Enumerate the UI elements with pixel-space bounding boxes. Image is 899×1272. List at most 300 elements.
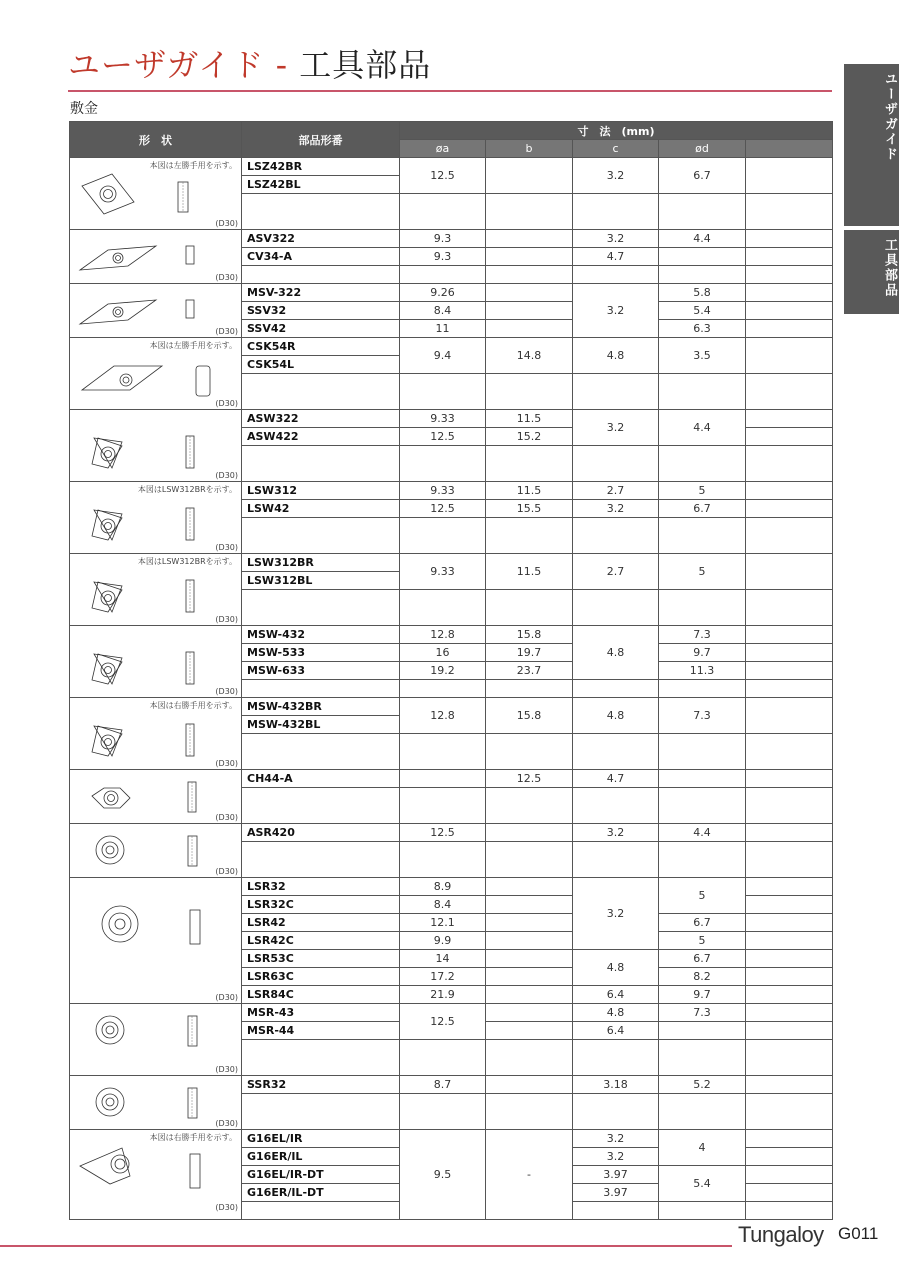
- table-row: [70, 158, 833, 176]
- dimension-cell: 4: [659, 1130, 746, 1166]
- dimension-cell: [746, 1094, 833, 1130]
- dimension-cell: [746, 302, 833, 320]
- dimension-cell: [746, 446, 833, 482]
- dimension-cell: 6.7: [659, 158, 746, 194]
- page-number: G011: [838, 1224, 879, 1243]
- col-extra-header: [746, 140, 833, 158]
- dimension-cell: [659, 1040, 746, 1076]
- dimension-cell: 16: [400, 644, 486, 662]
- dimension-cell: [486, 302, 573, 320]
- dimension-cell: 11.5: [486, 482, 573, 500]
- figure-d30-label: (D30): [215, 813, 238, 822]
- dimension-cell: 9.26: [400, 284, 486, 302]
- dimension-cell: [573, 1040, 659, 1076]
- col-b-header: b: [486, 140, 573, 158]
- dimension-cell: [659, 248, 746, 266]
- dimension-cell: [573, 680, 659, 698]
- dimension-cell: [746, 770, 833, 788]
- part-number-cell: LSR32: [242, 878, 400, 896]
- shape-figure: [70, 824, 242, 878]
- table-row: [70, 770, 833, 788]
- insert-shape-diagram: [78, 488, 228, 546]
- dimension-cell: 12.5: [400, 500, 486, 518]
- shape-figure: [70, 230, 242, 284]
- dimension-cell: [573, 194, 659, 230]
- dimension-cell: [659, 770, 746, 788]
- dimension-cell: [486, 374, 573, 410]
- part-number-cell: LSW42: [242, 500, 400, 518]
- part-number-cell: MSR-44: [242, 1022, 400, 1040]
- figure-note: 本図は右勝手用を示す。: [149, 701, 237, 710]
- part-number-cell: CSK54R: [242, 338, 400, 356]
- dimension-cell: 9.7: [659, 644, 746, 662]
- dimension-cell: [486, 896, 573, 914]
- part-number-cell: MSV-322: [242, 284, 400, 302]
- shape-figure: [70, 482, 242, 554]
- dimension-cell: 3.2: [573, 878, 659, 950]
- shape-figure: [70, 338, 242, 410]
- dimension-cell: [659, 842, 746, 878]
- dimension-cell: 3.2: [573, 158, 659, 194]
- dimension-cell: [746, 1040, 833, 1076]
- insert-shape-diagram: [78, 416, 228, 474]
- dimension-cell: [746, 158, 833, 194]
- dimension-cell: 3.2: [573, 230, 659, 248]
- part-number-cell: MSW-432: [242, 626, 400, 644]
- part-number-cell: [242, 1202, 400, 1220]
- dimension-cell: 3.18: [573, 1076, 659, 1094]
- figure-note: 本図は左勝手用を示す。: [149, 341, 237, 350]
- insert-shape-diagram: [78, 344, 228, 402]
- dimension-cell: [486, 1004, 573, 1022]
- figure-note: 本図は右勝手用を示す。: [149, 1133, 237, 1142]
- dimension-cell: 8.4: [400, 302, 486, 320]
- part-number-cell: SSV32: [242, 302, 400, 320]
- dimension-cell: [486, 518, 573, 554]
- dimension-cell: [400, 374, 486, 410]
- dimension-cell: [746, 1184, 833, 1202]
- shape-figure: [70, 284, 242, 338]
- dimension-cell: [486, 266, 573, 284]
- side-tab-tool-parts[interactable]: 工具部品: [844, 230, 899, 314]
- dimension-cell: [659, 1094, 746, 1130]
- dimension-cell: [746, 734, 833, 770]
- dimension-cell: [746, 842, 833, 878]
- dimension-cell: [400, 788, 486, 824]
- shape-figure: [70, 626, 242, 698]
- dimension-cell: 3.97: [573, 1166, 659, 1184]
- dimension-cell: 9.33: [400, 410, 486, 428]
- part-number-cell: [242, 590, 400, 626]
- dimension-cell: 5.8: [659, 284, 746, 302]
- table-row: [70, 554, 833, 572]
- dimension-cell: [746, 518, 833, 554]
- dimension-cell: [400, 446, 486, 482]
- dimension-cell: [659, 734, 746, 770]
- dimension-cell: [746, 374, 833, 410]
- dimension-cell: [486, 734, 573, 770]
- part-number-cell: G16ER/IL-DT: [242, 1184, 400, 1202]
- part-number-cell: [242, 374, 400, 410]
- part-number-cell: LSR84C: [242, 986, 400, 1004]
- dimension-cell: [486, 284, 573, 302]
- table-row: [70, 878, 833, 896]
- dimension-cell: [400, 842, 486, 878]
- table-row: [70, 1130, 833, 1148]
- table-row: [70, 626, 833, 644]
- dimension-cell: 15.8: [486, 626, 573, 644]
- dimension-cell: [573, 266, 659, 284]
- dimension-cell: 8.4: [400, 896, 486, 914]
- dimension-cell: [746, 500, 833, 518]
- dimension-cell: 5.4: [659, 302, 746, 320]
- dimension-cell: [746, 284, 833, 302]
- col-part-header: 部品形番: [242, 122, 400, 158]
- dimension-cell: [746, 428, 833, 446]
- dimension-cell: 3.5: [659, 338, 746, 374]
- dimension-cell: 17.2: [400, 968, 486, 986]
- dimension-cell: [573, 788, 659, 824]
- dimension-cell: [746, 1076, 833, 1094]
- figure-note: 本図はLSW312BRを示す。: [137, 485, 237, 494]
- dimension-cell: 14: [400, 950, 486, 968]
- insert-shape-diagram: [78, 236, 228, 276]
- part-number-cell: ASW322: [242, 410, 400, 428]
- dimension-cell: 9.3: [400, 248, 486, 266]
- figure-note: 本図は左勝手用を示す。: [149, 161, 237, 170]
- dimension-cell: [400, 518, 486, 554]
- dimension-cell: 4.7: [573, 770, 659, 788]
- dimension-cell: 19.7: [486, 644, 573, 662]
- dimension-cell: [746, 824, 833, 842]
- dimension-cell: [486, 194, 573, 230]
- dimension-cell: [659, 1202, 746, 1220]
- figure-d30-label: (D30): [215, 327, 238, 336]
- dimension-cell: 6.3: [659, 320, 746, 338]
- dimension-cell: [400, 770, 486, 788]
- dimension-cell: 4.8: [573, 626, 659, 680]
- dimension-cell: 5: [659, 878, 746, 914]
- dimension-cell: [659, 266, 746, 284]
- col-dims-header: 寸 法 (mm): [400, 122, 833, 140]
- dimension-cell: [486, 320, 573, 338]
- dimension-cell: [486, 914, 573, 932]
- part-number-cell: [242, 842, 400, 878]
- dimension-cell: [746, 1202, 833, 1220]
- dimension-cell: 4.4: [659, 230, 746, 248]
- dimension-cell: [746, 626, 833, 644]
- dimension-cell: [746, 644, 833, 662]
- dimension-cell: [746, 680, 833, 698]
- dimension-cell: [400, 734, 486, 770]
- part-number-cell: ASR420: [242, 824, 400, 842]
- part-number-cell: MSW-533: [242, 644, 400, 662]
- dimension-cell: 11: [400, 320, 486, 338]
- part-number-cell: LSW312: [242, 482, 400, 500]
- dimension-cell: [746, 788, 833, 824]
- figure-d30-label: (D30): [215, 759, 238, 768]
- table-row: [70, 230, 833, 248]
- dimension-cell: 3.2: [573, 1148, 659, 1166]
- dimension-cell: [746, 1130, 833, 1148]
- col-shape-header: 形 状: [70, 122, 242, 158]
- brand-logo: Tungaloy: [738, 1222, 824, 1247]
- shape-figure: [70, 1130, 242, 1220]
- col-c-header: c: [573, 140, 659, 158]
- part-number-cell: CV34-A: [242, 248, 400, 266]
- dimension-cell: 23.7: [486, 662, 573, 680]
- part-number-cell: LSR32C: [242, 896, 400, 914]
- dimension-cell: 6.4: [573, 986, 659, 1004]
- dimension-cell: [486, 680, 573, 698]
- figure-d30-label: (D30): [215, 219, 238, 228]
- figure-d30-label: (D30): [215, 399, 238, 408]
- dimension-cell: [486, 932, 573, 950]
- dimension-cell: 9.7: [659, 986, 746, 1004]
- part-number-cell: MSW-432BL: [242, 716, 400, 734]
- dimension-cell: 7.3: [659, 1004, 746, 1022]
- part-number-cell: [242, 194, 400, 230]
- insert-shape-diagram: [78, 290, 228, 330]
- dimension-cell: [486, 986, 573, 1004]
- dimension-cell: [659, 518, 746, 554]
- dimension-cell: 8.2: [659, 968, 746, 986]
- parts-table: [69, 121, 833, 1220]
- dimension-cell: 9.33: [400, 554, 486, 590]
- part-number-cell: LSR42C: [242, 932, 400, 950]
- page-title: ユーザガイド - 工具部品: [68, 46, 432, 84]
- part-number-cell: [242, 1040, 400, 1076]
- dimension-cell: 9.3: [400, 230, 486, 248]
- part-number-cell: CSK54L: [242, 356, 400, 374]
- dimension-cell: 4.4: [659, 824, 746, 842]
- dimension-cell: [486, 968, 573, 986]
- dimension-cell: [400, 1040, 486, 1076]
- dimension-cell: [573, 446, 659, 482]
- dimension-cell: [486, 824, 573, 842]
- dimension-cell: [486, 842, 573, 878]
- dimension-cell: 3.2: [573, 500, 659, 518]
- dimension-cell: 15.2: [486, 428, 573, 446]
- dimension-cell: 9.33: [400, 482, 486, 500]
- part-number-cell: LSR53C: [242, 950, 400, 968]
- part-number-cell: ASV322: [242, 230, 400, 248]
- dimension-cell: 5: [659, 932, 746, 950]
- dimension-cell: [746, 338, 833, 374]
- figure-d30-label: (D30): [215, 471, 238, 480]
- dimension-cell: 6.4: [573, 1022, 659, 1040]
- side-tab-user-guide[interactable]: ユーザガイド: [844, 64, 899, 226]
- dimension-cell: [573, 590, 659, 626]
- table-row: [70, 824, 833, 842]
- dimension-cell: [486, 158, 573, 194]
- dimension-cell: 4.8: [573, 1004, 659, 1022]
- dimension-cell: 6.7: [659, 950, 746, 968]
- dimension-cell: [659, 590, 746, 626]
- part-number-cell: [242, 1094, 400, 1130]
- dimension-cell: [746, 482, 833, 500]
- dimension-cell: [746, 320, 833, 338]
- part-number-cell: LSW312BL: [242, 572, 400, 590]
- dimension-cell: 6.7: [659, 914, 746, 932]
- dimension-cell: 12.5: [400, 158, 486, 194]
- dimension-cell: 7.3: [659, 698, 746, 734]
- dimension-cell: [400, 1094, 486, 1130]
- dimension-cell: [486, 1022, 573, 1040]
- dimension-cell: 9.4: [400, 338, 486, 374]
- dimension-cell: 2.7: [573, 482, 659, 500]
- part-number-cell: LSR42: [242, 914, 400, 932]
- dimension-cell: 4.8: [573, 698, 659, 734]
- dimension-cell: [746, 968, 833, 986]
- dimension-cell: [746, 950, 833, 968]
- dimension-cell: -: [486, 1130, 573, 1220]
- dimension-cell: [573, 374, 659, 410]
- dimension-cell: [746, 932, 833, 950]
- dimension-cell: 5: [659, 554, 746, 590]
- dimension-cell: [573, 1094, 659, 1130]
- dimension-cell: [659, 788, 746, 824]
- figure-d30-label: (D30): [215, 687, 238, 696]
- dimension-cell: 12.8: [400, 626, 486, 644]
- dimension-cell: 5: [659, 482, 746, 500]
- dimension-cell: 11.5: [486, 410, 573, 428]
- part-number-cell: G16ER/IL: [242, 1148, 400, 1166]
- part-number-cell: [242, 518, 400, 554]
- dimension-cell: 8.7: [400, 1076, 486, 1094]
- insert-shape-diagram: [78, 830, 228, 870]
- shape-figure: [70, 1004, 242, 1076]
- part-number-cell: G16EL/IR: [242, 1130, 400, 1148]
- shape-figure: [70, 698, 242, 770]
- figure-note: 本図はLSW312BRを示す。: [137, 557, 237, 566]
- dimension-cell: 8.9: [400, 878, 486, 896]
- part-number-cell: G16EL/IR-DT: [242, 1166, 400, 1184]
- dimension-cell: 9.9: [400, 932, 486, 950]
- figure-d30-label: (D30): [215, 615, 238, 624]
- dimension-cell: [746, 554, 833, 590]
- dimension-cell: [746, 914, 833, 932]
- dimension-cell: 3.97: [573, 1184, 659, 1202]
- dimension-cell: 3.2: [573, 410, 659, 446]
- part-number-cell: [242, 266, 400, 284]
- dimension-cell: [486, 248, 573, 266]
- insert-shape-diagram: [78, 1082, 228, 1122]
- table-row: [70, 410, 833, 428]
- table-row: [70, 1076, 833, 1094]
- section-heading: 敷金: [70, 101, 98, 117]
- dimension-cell: [573, 518, 659, 554]
- dimension-cell: [400, 194, 486, 230]
- insert-shape-diagram: [78, 1010, 228, 1068]
- dimension-cell: [486, 1040, 573, 1076]
- figure-d30-label: (D30): [215, 993, 238, 1002]
- figure-d30-label: (D30): [215, 1065, 238, 1074]
- dimension-cell: 4.4: [659, 410, 746, 446]
- table-row: [70, 698, 833, 716]
- insert-shape-diagram: [78, 704, 228, 762]
- col-d-header: ød: [659, 140, 746, 158]
- shape-figure: [70, 878, 242, 1004]
- dimension-cell: 12.5: [486, 770, 573, 788]
- dimension-cell: [573, 1202, 659, 1220]
- dimension-cell: [400, 590, 486, 626]
- part-number-cell: MSR-43: [242, 1004, 400, 1022]
- dimension-cell: 14.8: [486, 338, 573, 374]
- dimension-cell: [746, 896, 833, 914]
- title-rule: [68, 90, 832, 92]
- dimension-cell: 12.1: [400, 914, 486, 932]
- dimension-cell: 15.8: [486, 698, 573, 734]
- dimension-cell: 12.5: [400, 1004, 486, 1040]
- figure-d30-label: (D30): [215, 867, 238, 876]
- dimension-cell: [486, 1076, 573, 1094]
- insert-shape-diagram: [78, 632, 228, 690]
- dimension-cell: [746, 266, 833, 284]
- part-number-cell: [242, 788, 400, 824]
- part-number-cell: [242, 734, 400, 770]
- dimension-cell: [400, 266, 486, 284]
- dimension-cell: 15.5: [486, 500, 573, 518]
- shape-figure: [70, 770, 242, 824]
- insert-shape-diagram: [78, 884, 228, 996]
- dimension-cell: 19.2: [400, 662, 486, 680]
- dimension-cell: 6.7: [659, 500, 746, 518]
- insert-shape-diagram: [78, 776, 228, 816]
- table-row: [70, 1004, 833, 1022]
- part-number-cell: ASW422: [242, 428, 400, 446]
- part-number-cell: LSZ42BL: [242, 176, 400, 194]
- dimension-cell: [400, 680, 486, 698]
- dimension-cell: 7.3: [659, 626, 746, 644]
- dimension-cell: 4.8: [573, 950, 659, 986]
- dimension-cell: 3.2: [573, 824, 659, 842]
- dimension-cell: [746, 590, 833, 626]
- dimension-cell: [486, 1094, 573, 1130]
- dimension-cell: [746, 1022, 833, 1040]
- dimension-cell: 12.5: [400, 428, 486, 446]
- dimension-cell: [746, 1004, 833, 1022]
- dimension-cell: [659, 1022, 746, 1040]
- figure-d30-label: (D30): [215, 1203, 238, 1212]
- insert-shape-diagram: [78, 164, 228, 222]
- dimension-cell: 3.2: [573, 284, 659, 338]
- part-number-cell: LSR63C: [242, 968, 400, 986]
- footer-rule: [0, 1245, 732, 1247]
- dimension-cell: [659, 374, 746, 410]
- dimension-cell: 3.2: [573, 1130, 659, 1148]
- dimension-cell: [659, 194, 746, 230]
- dimension-cell: 21.9: [400, 986, 486, 1004]
- insert-shape-diagram: [78, 1136, 228, 1206]
- dimension-cell: [746, 230, 833, 248]
- figure-d30-label: (D30): [215, 1119, 238, 1128]
- dimension-cell: 5.4: [659, 1166, 746, 1202]
- shape-figure: [70, 410, 242, 482]
- dimension-cell: 2.7: [573, 554, 659, 590]
- dimension-cell: [746, 662, 833, 680]
- dimension-cell: [746, 248, 833, 266]
- part-number-cell: LSW312BR: [242, 554, 400, 572]
- dimension-cell: [746, 194, 833, 230]
- dimension-cell: 9.5: [400, 1130, 486, 1220]
- dimension-cell: [746, 878, 833, 896]
- dimension-cell: [486, 878, 573, 896]
- dimension-cell: [486, 950, 573, 968]
- part-number-cell: MSW-633: [242, 662, 400, 680]
- part-number-cell: [242, 446, 400, 482]
- figure-d30-label: (D30): [215, 543, 238, 552]
